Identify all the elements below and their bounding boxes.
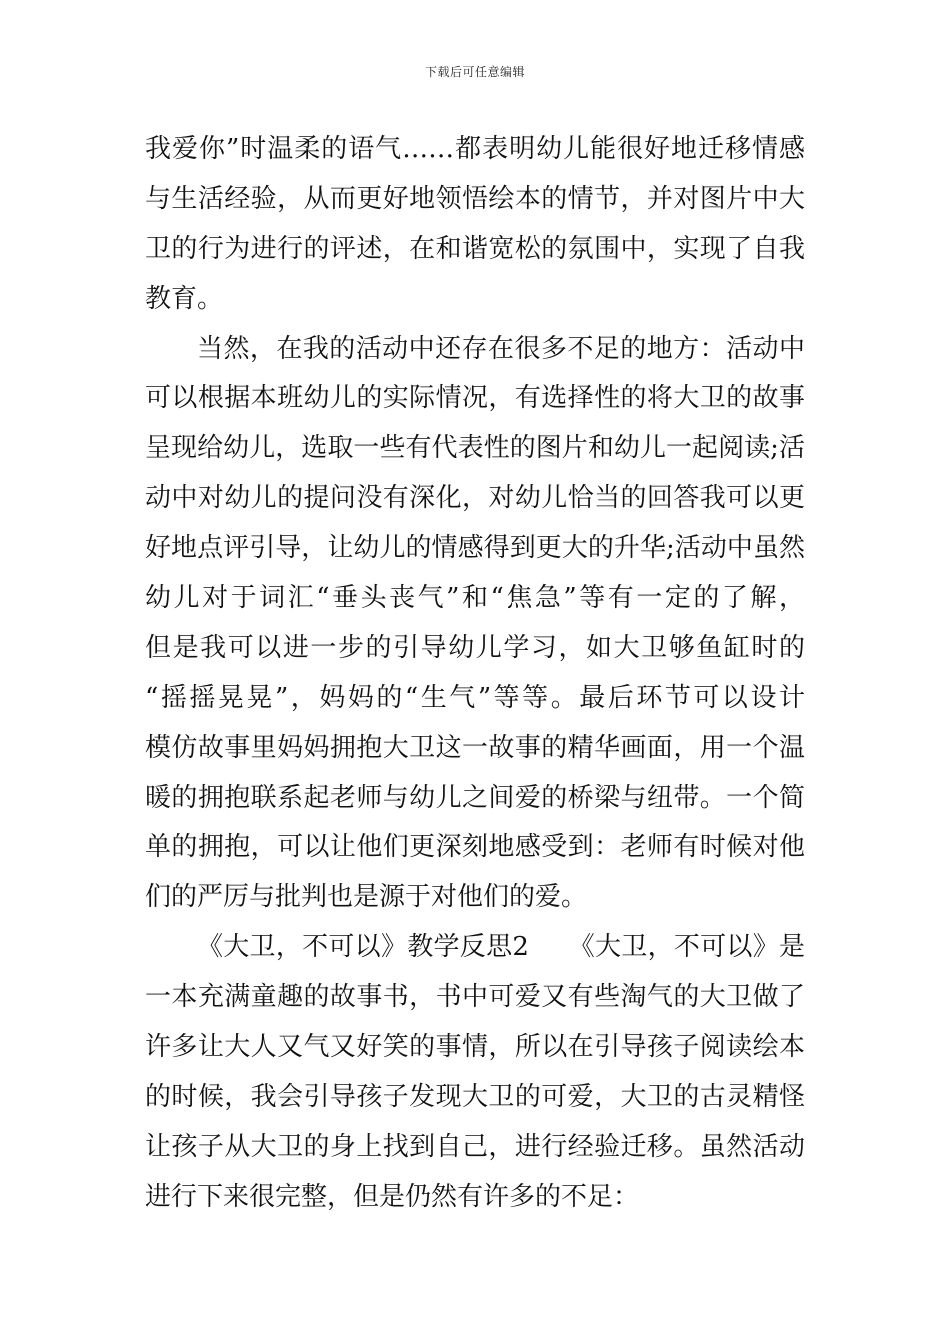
text-line: 模仿故事里妈妈拥抱大卫这一故事的精华画面，用一个温 (145, 732, 805, 763)
text-line: 我爱你”时温柔的语气……都表明幼儿能很好地迁移情感 (145, 134, 805, 164)
text-line: 进行下来很完整，但是仍然有许多的不足： (145, 1181, 640, 1212)
page-header: 下载后可任意编辑 (424, 65, 525, 79)
text-line: 《大卫，不可以》教学反思2 《大卫，不可以》是 (197, 932, 805, 963)
text-line: 一本充满童趣的故事书，书中可爱又有些淘气的大卫做了 (145, 982, 805, 1013)
text-line: 幼儿对于词汇“垂头丧气”和“焦急”等有一定的了解， (145, 583, 805, 614)
text-line: 的时候，我会引导孩子发现大卫的可爱，大卫的古灵精怪 (145, 1081, 805, 1112)
text-line: 可以根据本班幼儿的实际情况，有选择性的将大卫的故事 (145, 383, 805, 414)
document-body (145, 125, 805, 1223)
text-line: 好地点评引导，让幼儿的情感得到更大的升华;活动中虽然 (145, 533, 805, 564)
text-line: 卫的行为进行的评述，在和谐宽松的氛围中，实现了自我 (145, 233, 805, 264)
text-line: 许多让大人又气又好笑的事情，所以在引导孩子阅读绘本 (145, 1032, 805, 1063)
text-line: 们的严厉与批判也是源于对他们的爱。 (145, 882, 588, 913)
text-line: 呈现给幼儿，选取一些有代表性的图片和幼儿一起阅读;活 (145, 433, 805, 464)
text-line: 与生活经验，从而更好地领悟绘本的情节，并对图片中大 (145, 183, 805, 214)
text-line: 教育。 (145, 283, 224, 314)
text-line: “摇摇晃晃”，妈妈的“生气”等等。最后环节可以设计 (145, 682, 805, 713)
text-line: 单的拥抱，可以让他们更深刻地感受到：老师有时候对他 (145, 832, 805, 863)
text-line: 暖的拥抱联系起老师与幼儿之间爱的桥梁与纽带。一个简 (145, 782, 805, 813)
text-line: 动中对幼儿的提问没有深化，对幼儿恰当的回答我可以更 (145, 483, 805, 514)
text-line: 让孩子从大卫的身上找到自己，进行经验迁移。虽然活动 (145, 1131, 805, 1162)
text-line: 当然，在我的活动中还存在很多不足的地方：活动中 (197, 333, 805, 364)
text-line: 但是我可以进一步的引导幼儿学习，如大卫够鱼缸时的 (145, 632, 805, 663)
